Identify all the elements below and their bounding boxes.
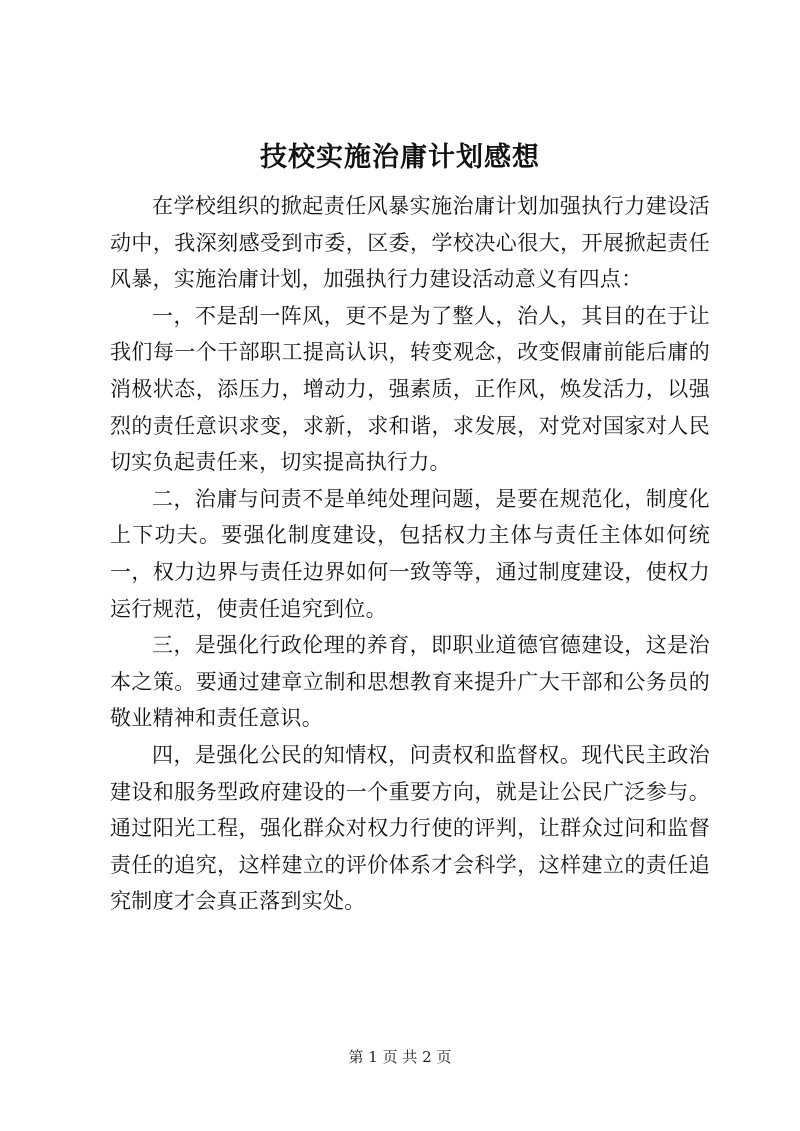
paragraph-point-one: 一，不是刮一阵风，更不是为了整人，治人，其目的在于让我们每一个干部职工提高认识，转变观念，改变假庸前能后庸的消极状态，添压力，增动力，强素质，正作风，焕发活力，以强烈的责任意识求变，求新，求和谐，求发展，对党对国家对人民切实负起责任来，切实提高执行力。 — [110, 303, 710, 475]
document-body — [110, 188, 710, 920]
paragraph-point-three: 三，是强化行政伦理的养育，即职业道德官德建设，这是治本之策。要通过建章立制和思想教育来提升广大干部和公务员的敬业精神和责任意识。 — [110, 633, 710, 731]
paragraph-intro: 在学校组织的掀起责任风暴实施治庸计划加强执行力建设活动中，我深刻感受到市委，区委，学校决心很大，开展掀起责任风暴，实施治庸计划，加强执行力建设活动意义有四点： — [110, 194, 710, 292]
paragraph-point-two: 二，治庸与问责不是单纯处理问题，是要在规范化，制度化上下功夫。要强化制度建设，包括权力主体与责任主体如何统一，权力边界与责任边界如何一致等等，通过制度建设，使权力运行规范，使责任追究到位。 — [110, 486, 710, 621]
paragraph-point-four: 四，是强化公民的知情权，问责权和监督权。现代民主政治建设和服务型政府建设的一个重要方向，就是让公民广泛参与。通过阳光工程，强化群众对权力行使的评判，让群众过问和监督责任的追究，这样建立的评价体系才会科学，这样建立的责任追究制度才会真正落到实处。 — [110, 742, 710, 914]
page-number-footer: 第 1 页 共 2 页 — [348, 1048, 452, 1066]
document-title: 技校实施治庸计划感想 — [260, 142, 540, 173]
